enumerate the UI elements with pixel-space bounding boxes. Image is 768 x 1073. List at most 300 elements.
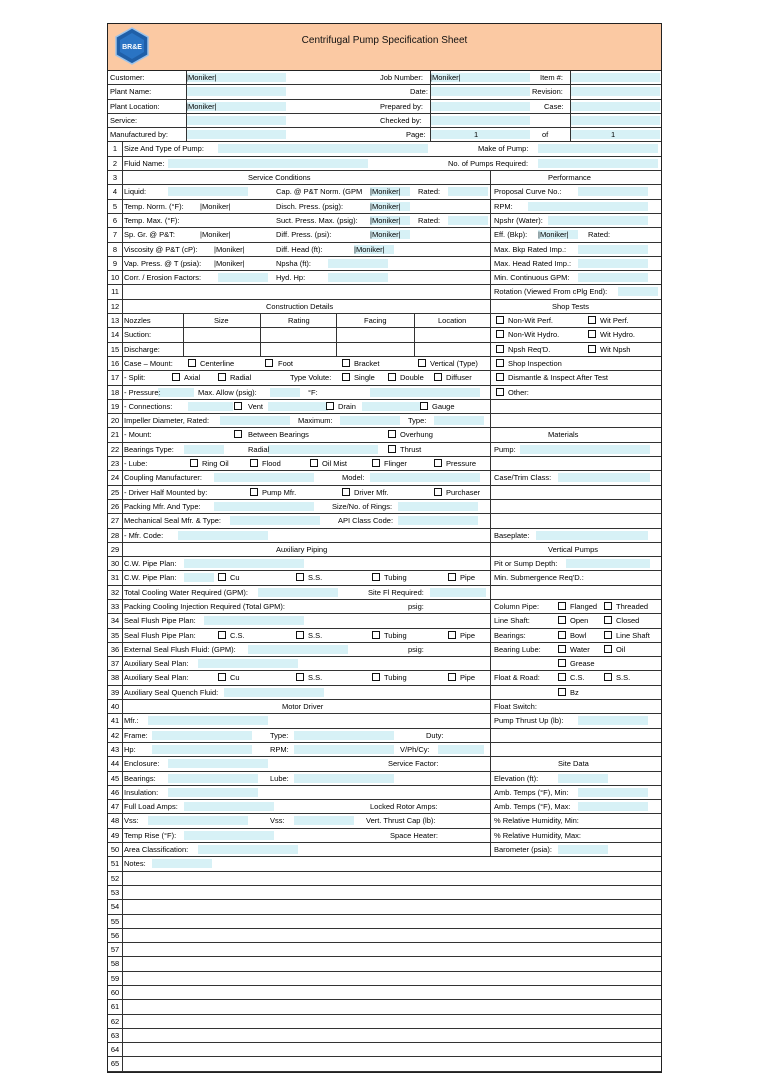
- input-field[interactable]: [218, 144, 428, 153]
- column-divider: [490, 757, 491, 770]
- column-divider: [490, 800, 491, 813]
- row-number: 29: [110, 544, 120, 554]
- field-label: Max. Bkp Rated Imp.:: [494, 244, 567, 254]
- row-number: 50: [110, 845, 120, 855]
- form-rows: [108, 71, 661, 1072]
- checkbox[interactable]: [448, 673, 456, 681]
- row-number: 19: [110, 401, 120, 411]
- field-label: Area Classification:: [124, 845, 189, 855]
- input-field[interactable]: [168, 187, 248, 196]
- checkbox[interactable]: [296, 673, 304, 681]
- field-label: Location: [438, 316, 467, 326]
- field-label: Line Shaft:: [494, 616, 530, 626]
- row-number: 30: [110, 559, 120, 569]
- field-label: Plant Name:: [110, 87, 152, 97]
- input-field[interactable]: [230, 516, 320, 525]
- form-row: [108, 1057, 661, 1071]
- field-label: Eff. (Bkp):: [494, 230, 528, 240]
- checkbox[interactable]: [234, 430, 242, 438]
- column-divider: [122, 443, 123, 456]
- checkbox[interactable]: [496, 330, 504, 338]
- column-divider: [122, 285, 123, 298]
- input-field[interactable]: [148, 816, 248, 825]
- input-field[interactable]: [538, 159, 658, 168]
- checkbox[interactable]: [496, 388, 504, 396]
- field-label: Type:: [408, 416, 427, 426]
- checkbox[interactable]: [448, 573, 456, 581]
- checkbox[interactable]: [420, 402, 428, 410]
- row-number: 53: [110, 887, 120, 897]
- field-label: Mechanical Seal Mfr. & Type:: [124, 516, 221, 526]
- field-label: Cap. @ P&T Norm. (GPM: [276, 187, 363, 197]
- column-divider: [122, 700, 123, 713]
- checkbox[interactable]: [558, 602, 566, 610]
- input-field[interactable]: [158, 388, 194, 397]
- input-field[interactable]: [198, 659, 298, 668]
- input-field[interactable]: [184, 831, 274, 840]
- input-field[interactable]: [520, 445, 650, 454]
- input-field[interactable]: [340, 416, 400, 425]
- field-label: Case:: [544, 101, 564, 111]
- field-label: Cu: [230, 673, 240, 683]
- field-label: Customer:: [110, 73, 145, 82]
- form-row: [108, 100, 661, 114]
- input-field[interactable]: [528, 202, 648, 211]
- checkbox[interactable]: [448, 631, 456, 639]
- input-field[interactable]: [558, 774, 608, 783]
- row-number: 45: [110, 773, 120, 783]
- checkbox[interactable]: [434, 488, 442, 496]
- column-divider: [122, 471, 123, 484]
- row-number: 60: [110, 988, 120, 997]
- checkbox[interactable]: [218, 373, 226, 381]
- input-field[interactable]: [430, 116, 530, 125]
- input-field[interactable]: [558, 845, 608, 854]
- checkbox[interactable]: [496, 373, 504, 381]
- row-number: 3: [112, 173, 118, 183]
- field-label: Manufactured by:: [110, 130, 168, 140]
- input-field[interactable]: [558, 473, 650, 482]
- column-divider: [122, 1043, 123, 1056]
- input-field[interactable]: [398, 502, 478, 511]
- row-number: 61: [110, 1002, 120, 1012]
- input-field[interactable]: [148, 716, 268, 725]
- row-number: 31: [110, 573, 120, 583]
- checkbox[interactable]: [558, 688, 566, 696]
- form-row: [108, 486, 661, 500]
- checkbox[interactable]: [388, 445, 396, 453]
- input-field[interactable]: [578, 716, 648, 725]
- input-field[interactable]: [214, 502, 314, 511]
- column-divider: [570, 71, 571, 84]
- checkbox[interactable]: [218, 573, 226, 581]
- checkbox[interactable]: [604, 602, 612, 610]
- input-field[interactable]: [188, 402, 233, 411]
- field-label: |Moniker|: [370, 201, 401, 211]
- field-label: Proposal Curve No.:: [494, 187, 562, 197]
- field-label: Shop Tests: [552, 301, 589, 311]
- checkbox[interactable]: [434, 459, 442, 467]
- field-label: Bearings:: [124, 773, 156, 783]
- input-field[interactable]: [204, 616, 304, 625]
- checkbox[interactable]: [188, 359, 196, 367]
- field-label: S.S.: [616, 673, 631, 683]
- input-field[interactable]: [448, 187, 488, 196]
- input-field[interactable]: [186, 116, 286, 125]
- input-field[interactable]: [184, 573, 214, 582]
- column-divider: [570, 100, 571, 113]
- form-row: [108, 629, 661, 643]
- column-divider: [490, 271, 491, 284]
- form-row: [108, 114, 661, 128]
- input-field[interactable]: [214, 473, 314, 482]
- field-label: API Class Code:: [338, 516, 394, 526]
- company-logo: [113, 27, 151, 65]
- input-field[interactable]: [258, 588, 338, 597]
- input-field[interactable]: [152, 745, 252, 754]
- field-label: Sp. Gr. @ P&T:: [124, 230, 175, 240]
- input-field[interactable]: [186, 87, 286, 96]
- field-label: Frame:: [124, 730, 148, 740]
- column-divider: [122, 643, 123, 656]
- column-divider: [122, 557, 123, 570]
- field-label: Flinger: [384, 459, 407, 469]
- input-field[interactable]: [268, 402, 328, 411]
- input-field[interactable]: [578, 802, 648, 811]
- field-label: Job Number:: [380, 73, 423, 82]
- row-number: 47: [110, 802, 120, 812]
- column-divider: [122, 872, 123, 885]
- checkbox[interactable]: [558, 631, 566, 639]
- field-label: Ring Oil: [202, 459, 229, 469]
- field-label: - Split:: [124, 373, 146, 383]
- field-label: Shop Inspection: [508, 358, 562, 368]
- input-field[interactable]: [434, 416, 484, 425]
- column-divider: [122, 1015, 123, 1028]
- checkbox[interactable]: [234, 402, 242, 410]
- column-divider: [490, 371, 491, 384]
- field-label: Diff. Head (ft):: [276, 244, 323, 254]
- form-row: [108, 686, 661, 700]
- checkbox[interactable]: [372, 673, 380, 681]
- checkbox[interactable]: [342, 359, 350, 367]
- input-field[interactable]: [220, 416, 290, 425]
- field-label: Wit Npsh: [600, 344, 631, 354]
- input-field[interactable]: [570, 102, 660, 111]
- column-divider: [122, 657, 123, 670]
- field-label: Total Cooling Water Required (GPM):: [124, 587, 248, 597]
- field-label: S.S.: [308, 630, 323, 640]
- field-label: Model:: [342, 473, 365, 483]
- row-number: 35: [110, 630, 120, 640]
- field-label: External Seal Flush Fluid: (GPM):: [124, 644, 236, 654]
- field-label: Notes:: [124, 859, 146, 869]
- form-row: [108, 757, 661, 771]
- input-field[interactable]: [178, 531, 268, 540]
- column-divider: [490, 772, 491, 785]
- row-number: 42: [110, 730, 120, 740]
- checkbox[interactable]: [558, 616, 566, 624]
- form-row: [108, 400, 661, 414]
- column-divider: [122, 514, 123, 527]
- input-field[interactable]: [430, 130, 530, 139]
- field-label: Insulation:: [124, 787, 159, 797]
- field-label: Drain: [338, 401, 356, 411]
- form-row: [108, 514, 661, 528]
- row-number: 39: [110, 687, 120, 697]
- field-label: Size And Type of Pump:: [124, 144, 204, 154]
- input-field[interactable]: [270, 388, 300, 397]
- field-label: Npsh Req'D.: [508, 344, 551, 354]
- checkbox[interactable]: [218, 673, 226, 681]
- field-label: Radial: [248, 444, 270, 454]
- column-divider: [122, 586, 123, 599]
- form-row: [108, 257, 661, 271]
- column-divider: [122, 486, 123, 499]
- input-field[interactable]: [152, 859, 212, 868]
- checkbox[interactable]: [434, 373, 442, 381]
- column-divider: [414, 343, 415, 356]
- checkbox[interactable]: [372, 631, 380, 639]
- input-field[interactable]: [570, 87, 660, 96]
- field-label: Driver Mfr.: [354, 487, 389, 497]
- checkbox[interactable]: [342, 373, 350, 381]
- field-label: Auxiliary Seal Plan:: [124, 659, 189, 669]
- input-field[interactable]: [370, 473, 480, 482]
- form-row: [108, 929, 661, 943]
- input-field[interactable]: [578, 259, 648, 268]
- input-field[interactable]: [184, 559, 304, 568]
- field-label: Oil Mist: [322, 459, 347, 469]
- field-label: Hp:: [124, 744, 136, 754]
- input-field[interactable]: [328, 259, 388, 268]
- checkbox[interactable]: [496, 316, 504, 324]
- field-label: Float & Road:: [494, 673, 540, 683]
- checkbox[interactable]: [588, 345, 596, 353]
- input-field[interactable]: [578, 788, 648, 797]
- column-divider: [490, 557, 491, 570]
- field-label: Size/No. of Rings:: [332, 501, 393, 511]
- column-divider: [430, 100, 431, 113]
- column-divider: [122, 614, 123, 627]
- field-label: - Pressure:: [124, 387, 161, 397]
- field-label: C.S.: [230, 630, 245, 640]
- input-field[interactable]: [536, 531, 648, 540]
- row-number: 63: [110, 1030, 120, 1040]
- input-field[interactable]: [184, 802, 274, 811]
- field-label: Flood: [262, 459, 281, 469]
- checkbox[interactable]: [558, 659, 566, 667]
- input-field[interactable]: [168, 788, 258, 797]
- checkbox[interactable]: [604, 673, 612, 681]
- form-row: [108, 614, 661, 628]
- checkbox[interactable]: [326, 402, 334, 410]
- input-field[interactable]: [186, 130, 286, 139]
- checkbox[interactable]: [496, 359, 504, 367]
- row-number: 51: [110, 859, 120, 869]
- field-label: Temp. Max. (°F):: [124, 215, 180, 225]
- field-label: Prepared by:: [380, 101, 423, 111]
- input-field[interactable]: [224, 688, 324, 697]
- checkbox[interactable]: [372, 573, 380, 581]
- input-field[interactable]: [294, 816, 354, 825]
- checkbox[interactable]: [265, 359, 273, 367]
- row-number: 46: [110, 787, 120, 797]
- field-label: Dismantle & Inspect After Test: [508, 373, 608, 383]
- column-divider: [122, 757, 123, 770]
- input-field[interactable]: [168, 759, 268, 768]
- checkbox[interactable]: [558, 645, 566, 653]
- checkbox[interactable]: [388, 373, 396, 381]
- field-label: 1: [474, 130, 479, 140]
- column-divider: [122, 314, 123, 327]
- field-label: |Moniker|: [370, 215, 401, 225]
- column-divider: [122, 357, 123, 370]
- input-field[interactable]: [370, 388, 480, 397]
- input-field[interactable]: [538, 144, 658, 153]
- checkbox[interactable]: [250, 488, 258, 496]
- field-label: Discharge:: [124, 344, 160, 354]
- column-divider: [430, 85, 431, 98]
- input-field[interactable]: [548, 216, 648, 225]
- field-label: Vent: [248, 401, 264, 411]
- checkbox[interactable]: [604, 645, 612, 653]
- row-number: 65: [110, 1059, 120, 1069]
- checkbox[interactable]: [558, 673, 566, 681]
- field-label: Space Heater:: [390, 830, 438, 840]
- field-label: |Moniker|: [200, 201, 231, 211]
- checkbox[interactable]: [172, 373, 180, 381]
- field-label: Temp. Norm. (°F):: [124, 201, 184, 211]
- form-row: [108, 1000, 661, 1014]
- checkbox[interactable]: [296, 631, 304, 639]
- column-divider: [336, 314, 337, 327]
- input-field[interactable]: [294, 774, 394, 783]
- input-field[interactable]: [618, 287, 658, 296]
- form-row: [108, 829, 661, 843]
- input-field[interactable]: [566, 559, 650, 568]
- checkbox[interactable]: [372, 459, 380, 467]
- input-field[interactable]: [168, 159, 368, 168]
- input-field[interactable]: [398, 516, 478, 525]
- spec-sheet: [107, 23, 662, 1073]
- field-label: °F:: [308, 387, 318, 397]
- field-label: Auxiliary Seal Quench Fluid:: [124, 687, 219, 697]
- column-divider: [122, 400, 123, 413]
- input-field[interactable]: [152, 731, 252, 740]
- field-label: Water: [570, 644, 590, 654]
- input-field[interactable]: [448, 216, 488, 225]
- column-divider: [260, 343, 261, 356]
- input-field[interactable]: [248, 645, 348, 654]
- field-label: Barometer (psia):: [494, 845, 552, 855]
- checkbox[interactable]: [604, 616, 612, 624]
- form-row: [108, 157, 661, 171]
- checkbox[interactable]: [588, 316, 596, 324]
- column-divider: [122, 686, 123, 699]
- input-field[interactable]: [218, 273, 268, 282]
- row-number: 7: [112, 230, 118, 240]
- input-field[interactable]: [430, 87, 530, 96]
- field-label: Rated:: [588, 230, 611, 240]
- field-label: C.W. Pipe Plan:: [124, 559, 177, 569]
- field-label: Cu: [230, 573, 240, 583]
- field-label: V/Ph/Cy:: [400, 744, 430, 754]
- checkbox[interactable]: [496, 345, 504, 353]
- field-label: Seal Flush Pipe Plan:: [124, 616, 196, 626]
- field-label: Foot: [278, 358, 294, 368]
- input-field[interactable]: [570, 73, 660, 82]
- field-label: Pump:: [494, 444, 516, 454]
- input-field[interactable]: [362, 402, 420, 411]
- input-field[interactable]: [438, 745, 484, 754]
- column-divider: [122, 543, 123, 556]
- column-divider: [122, 171, 123, 184]
- form-row: [108, 643, 661, 657]
- field-label: Checked by:: [380, 115, 422, 125]
- column-divider: [490, 686, 491, 699]
- field-label: Page:: [406, 130, 426, 140]
- form-row: [108, 543, 661, 557]
- input-field[interactable]: [430, 102, 530, 111]
- field-label: - Mount:: [124, 430, 152, 440]
- field-label: |Moniker|: [430, 73, 461, 82]
- row-number: 2: [112, 158, 118, 168]
- checkbox[interactable]: [190, 459, 198, 467]
- input-field[interactable]: [430, 588, 486, 597]
- checkbox[interactable]: [218, 631, 226, 639]
- input-field[interactable]: [268, 445, 378, 454]
- field-label: Suct. Press. Max. (psig):: [276, 215, 358, 225]
- input-field[interactable]: [198, 845, 298, 854]
- input-field[interactable]: [294, 745, 394, 754]
- input-field[interactable]: [168, 774, 258, 783]
- input-field[interactable]: [578, 273, 648, 282]
- field-label: Vss:: [270, 816, 285, 826]
- field-label: Amb. Temps (°F), Max:: [494, 802, 571, 812]
- field-label: Column Pipe:: [494, 601, 540, 611]
- field-label: Hyd. Hp:: [276, 273, 306, 283]
- field-label: Closed: [616, 616, 640, 626]
- row-number: 11: [111, 287, 119, 297]
- form-row: [108, 271, 661, 285]
- checkbox[interactable]: [388, 430, 396, 438]
- form-row: [108, 471, 661, 485]
- checkbox[interactable]: [310, 459, 318, 467]
- checkbox[interactable]: [588, 330, 596, 338]
- input-field[interactable]: [184, 445, 224, 454]
- column-divider: [122, 800, 123, 813]
- row-number: 48: [110, 816, 120, 826]
- row-number: 9: [112, 258, 118, 268]
- input-field[interactable]: [578, 245, 648, 254]
- checkbox[interactable]: [296, 573, 304, 581]
- field-label: Disch. Press. (psig):: [276, 201, 344, 211]
- checkbox[interactable]: [342, 488, 350, 496]
- column-divider: [122, 772, 123, 785]
- column-divider: [122, 428, 123, 441]
- form-row: [108, 529, 661, 543]
- column-divider: [122, 900, 123, 913]
- input-field[interactable]: [328, 273, 388, 282]
- checkbox[interactable]: [604, 631, 612, 639]
- input-field[interactable]: [294, 731, 394, 740]
- checkbox[interactable]: [418, 359, 426, 367]
- input-field[interactable]: [578, 187, 648, 196]
- input-field[interactable]: [570, 116, 660, 125]
- column-divider: [490, 629, 491, 642]
- checkbox[interactable]: [250, 459, 258, 467]
